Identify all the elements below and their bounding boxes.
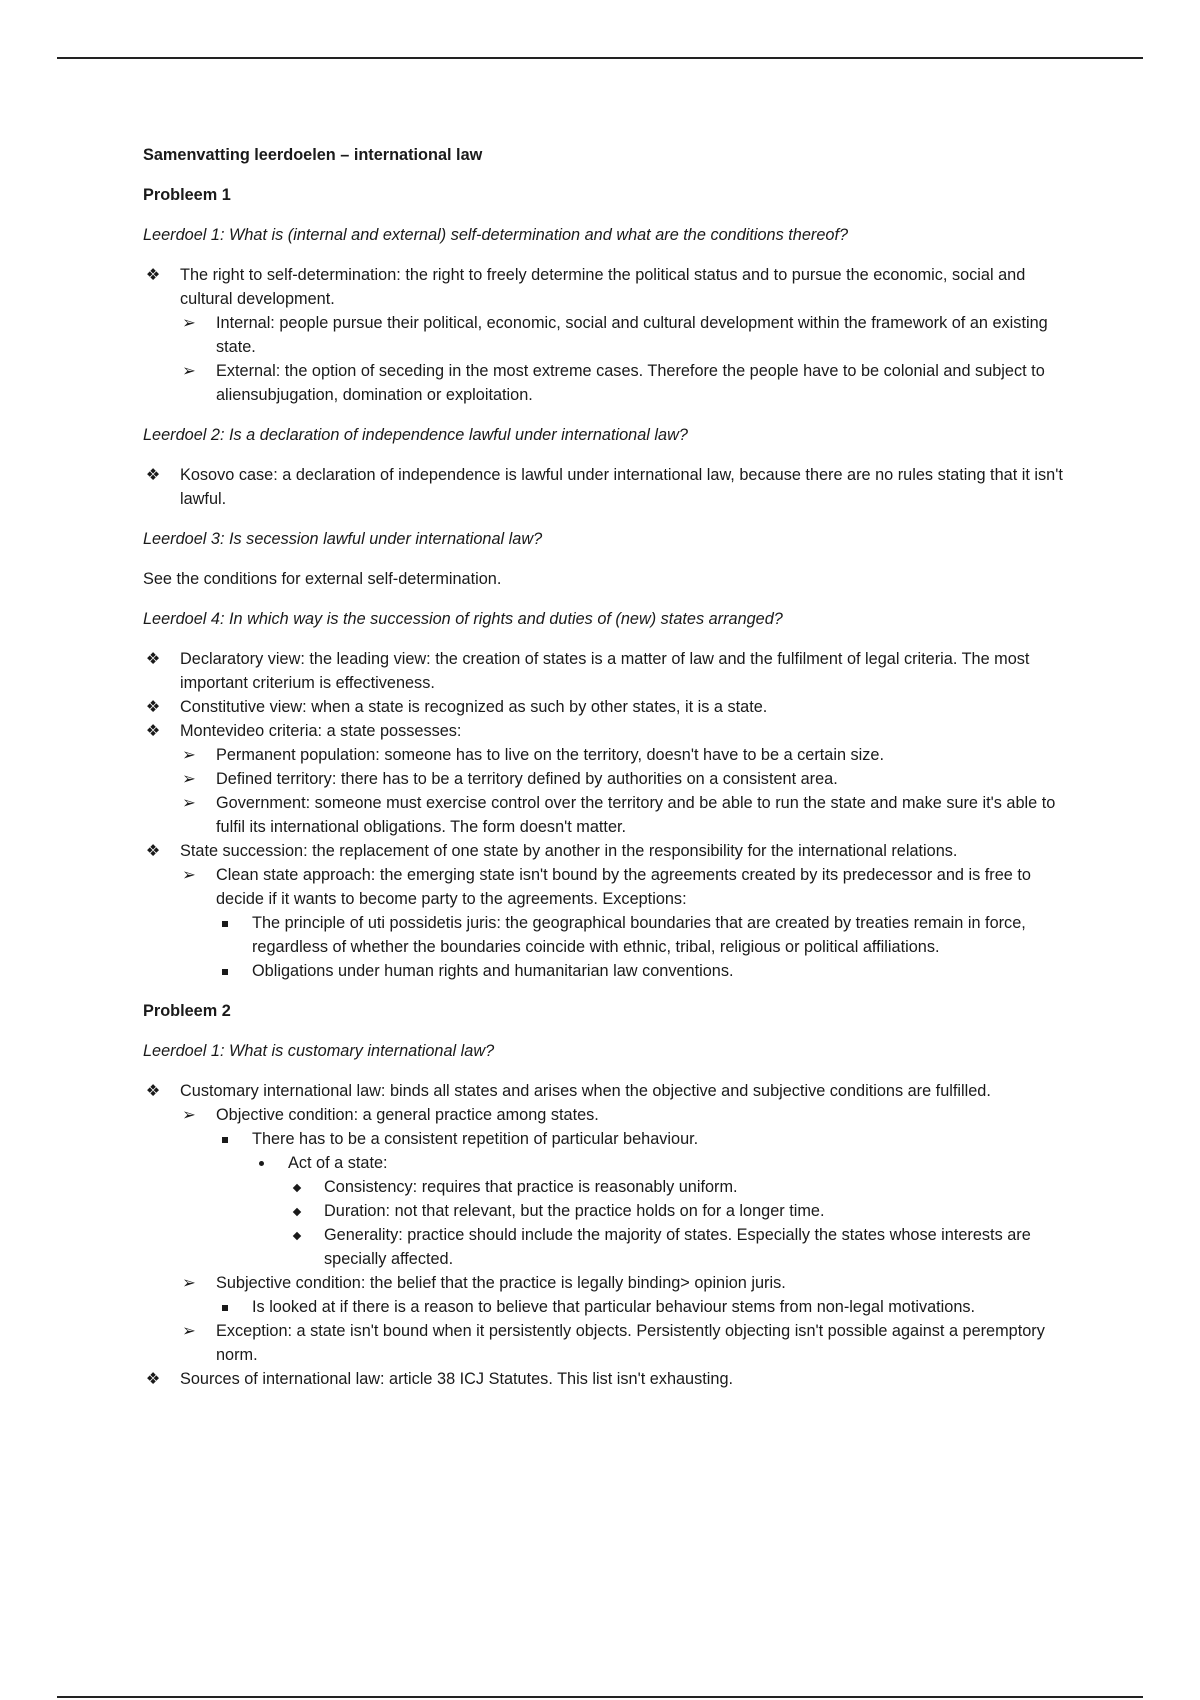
leerdoel-heading: Leerdoel 3: Is secession lawful under international law? — [143, 530, 543, 548]
arrow-bullet-icon: ➢ — [182, 1106, 196, 1124]
diamond-solid-bullet-icon — [287, 1223, 307, 1247]
list-item: ➢ Internal: people pursue their political, economic, social and cultural development within the framework of an existing state. — [143, 311, 1063, 359]
section-heading-probleem-1: Probleem 1 — [143, 186, 231, 204]
section-heading-probleem-2: Probleem 2 — [143, 1002, 231, 1020]
footer-rule — [57, 1696, 1143, 1698]
list-item: ❖ Kosovo case: a declaration of independence is lawful under international law, because there are no rules stating that it isn't lawful. — [143, 463, 1063, 511]
list-item: ➢ Permanent population: someone has to live on the territory, doesn't have to be a certain size. — [143, 743, 1063, 767]
square-bullet-icon — [215, 1127, 235, 1151]
list-item: ❖ State succession: the replacement of one state by another in the responsibility for the international relations. — [143, 839, 1063, 863]
list-item: Duration: not that relevant, but the practice holds on for a longer time. — [143, 1199, 1063, 1223]
arrow-bullet-icon: ➢ — [182, 314, 196, 332]
document-title: Samenvatting leerdoelen – international law — [143, 146, 483, 164]
list-item: Act of a state: — [143, 1151, 1063, 1175]
bullet-list — [143, 263, 1063, 407]
list-item: ➢ Objective condition: a general practice among states. — [143, 1103, 1063, 1127]
document-body — [143, 143, 1063, 1391]
arrow-bullet-icon: ➢ — [182, 866, 196, 884]
dot-bullet-icon — [251, 1151, 271, 1175]
list-item: Obligations under human rights and humanitarian law conventions. — [143, 959, 1063, 983]
list-item: ➢ External: the option of seceding in the most extreme cases. Therefore the people have to be colonial and subject to aliensubjugation, domination or exploitation. — [143, 359, 1063, 407]
bullet-list — [143, 647, 1063, 983]
diamond-bullet-icon: ❖ — [145, 1082, 161, 1100]
leerdoel-heading: Leerdoel 1: What is customary international law? — [143, 1042, 495, 1060]
list-item: ➢ Exception: a state isn't bound when it persistently objects. Persistently objecting isn't possible against a peremptory norm. — [143, 1319, 1063, 1367]
list-item: ❖ Declaratory view: the leading view: the creation of states is a matter of law and the fulfilment of legal criteria. The most important criterium is effectiveness. — [143, 647, 1063, 695]
list-item: ➢ Clean state approach: the emerging state isn't bound by the agreements created by its predecessor and is free to decide if it wants to become party to the agreements. Exceptions: — [143, 863, 1063, 911]
bullet-list — [143, 1079, 1063, 1391]
leerdoel-heading: Leerdoel 2: Is a declaration of independence lawful under international law? — [143, 426, 688, 444]
diamond-bullet-icon: ❖ — [145, 698, 161, 716]
arrow-bullet-icon: ➢ — [182, 746, 196, 764]
square-bullet-icon — [215, 959, 235, 983]
square-bullet-icon — [215, 1295, 235, 1319]
list-item: ❖ The right to self-determination: the right to freely determine the political status and to pursue the economic, social and cultural development. — [143, 263, 1063, 311]
leerdoel-heading: Leerdoel 1: What is (internal and external) self-determination and what are the conditions thereof? — [143, 226, 849, 244]
diamond-solid-bullet-icon — [287, 1175, 307, 1199]
diamond-bullet-icon: ❖ — [145, 842, 161, 860]
diamond-bullet-icon: ❖ — [145, 266, 161, 284]
diamond-bullet-icon: ❖ — [145, 1370, 161, 1388]
list-item: ❖ Customary international law: binds all states and arises when the objective and subjective conditions are fulfilled. — [143, 1079, 1063, 1103]
arrow-bullet-icon: ➢ — [182, 1274, 196, 1292]
header-rule — [57, 57, 1143, 59]
list-item: Generality: practice should include the majority of states. Especially the states whose interests are specially affected. — [143, 1223, 1063, 1271]
list-item: ➢ Subjective condition: the belief that the practice is legally binding> opinion juris. — [143, 1271, 1063, 1295]
list-item: Consistency: requires that practice is reasonably uniform. — [143, 1175, 1063, 1199]
bullet-list — [143, 463, 1063, 511]
list-item: ❖ Montevideo criteria: a state possesses: — [143, 719, 1063, 743]
diamond-bullet-icon: ❖ — [145, 466, 161, 484]
arrow-bullet-icon: ➢ — [182, 794, 196, 812]
arrow-bullet-icon: ➢ — [182, 1322, 196, 1340]
list-item: Is looked at if there is a reason to believe that particular behaviour stems from non-legal motivations. — [143, 1295, 1063, 1319]
arrow-bullet-icon: ➢ — [182, 362, 196, 380]
diamond-bullet-icon: ❖ — [145, 650, 161, 668]
list-item: ➢ Government: someone must exercise control over the territory and be able to run the state and make sure it's able to fulfil its international obligations. The form doesn't matter. — [143, 791, 1063, 839]
list-item: ❖ Sources of international law: article 38 ICJ Statutes. This list isn't exhausting. — [143, 1367, 1063, 1391]
diamond-bullet-icon: ❖ — [145, 722, 161, 740]
list-item: There has to be a consistent repetition of particular behaviour. — [143, 1127, 1063, 1151]
list-item: ➢ Defined territory: there has to be a territory defined by authorities on a consistent area. — [143, 767, 1063, 791]
leerdoel-heading: Leerdoel 4: In which way is the succession of rights and duties of (new) states arranged? — [143, 610, 783, 628]
paragraph: See the conditions for external self-determination. — [143, 570, 502, 588]
arrow-bullet-icon: ➢ — [182, 770, 196, 788]
list-item: The principle of uti possidetis juris: the geographical boundaries that are created by treaties remain in force, regardless of whether the boundaries coincide with ethnic, tribal, religious or political affiliations. — [143, 911, 1063, 959]
list-item: ❖ Constitutive view: when a state is recognized as such by other states, it is a state. — [143, 695, 1063, 719]
diamond-solid-bullet-icon — [287, 1199, 307, 1223]
square-bullet-icon — [215, 911, 235, 935]
